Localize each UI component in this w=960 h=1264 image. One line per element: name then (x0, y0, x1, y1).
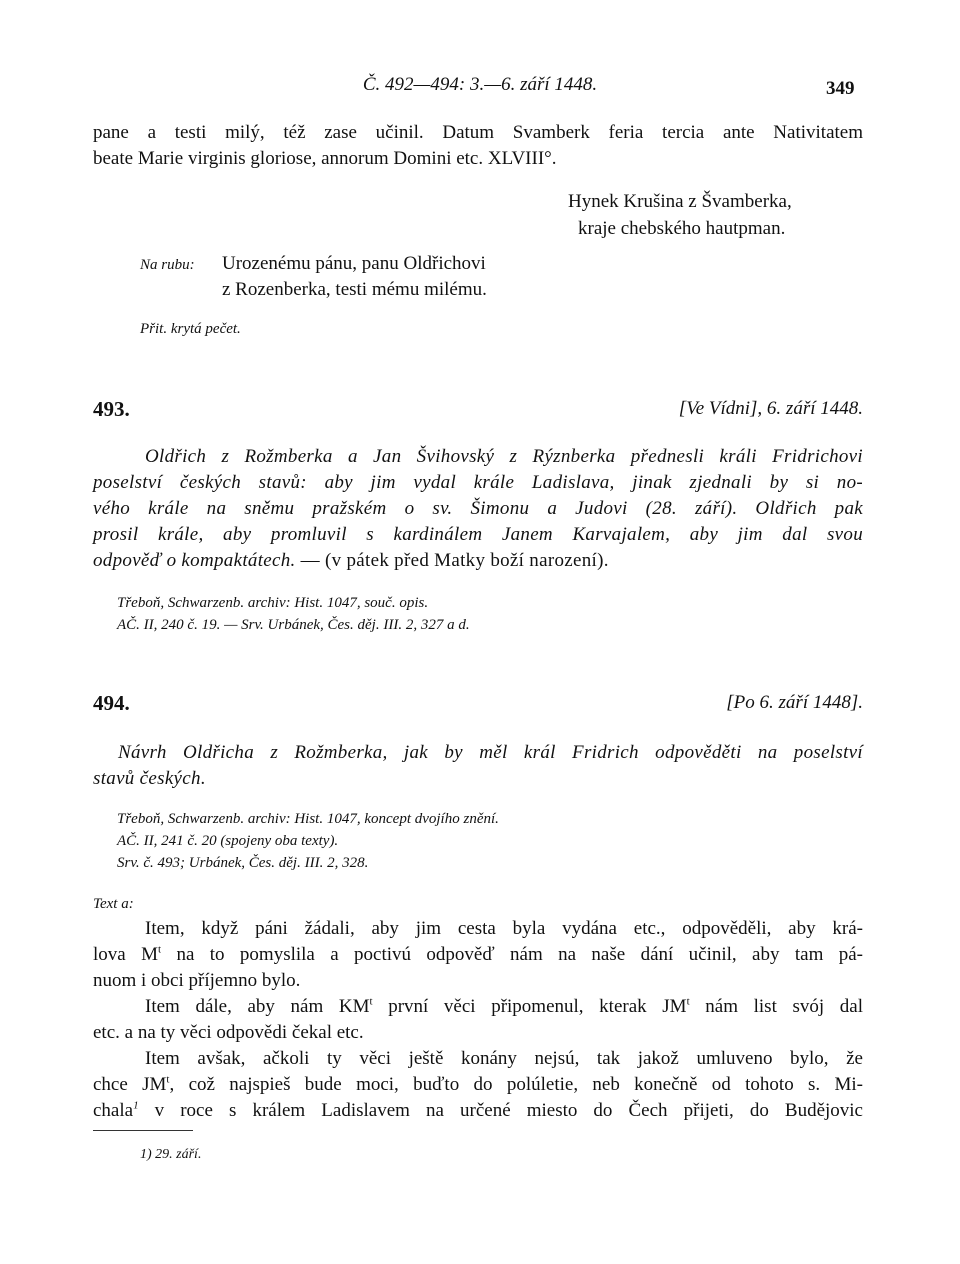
source-line: Srv. č. 493; Urbánek, Čes. děj. III. 2, 328. (117, 855, 369, 871)
signature-line: Hynek Krušina z Švamberka, (568, 191, 792, 212)
source-notes (117, 808, 817, 874)
entry-date: [Ve Vídni], 6. září 1448. (678, 398, 863, 419)
superscript: t (166, 1073, 170, 1086)
text-line: pane a testi milý, též zase učinil. Datum Svamberk feria tercia ante Nativitatem (93, 122, 863, 143)
footnote-divider (93, 1130, 193, 1131)
signature-block (568, 188, 868, 242)
source-line: AČ. II, 241 č. 20 (spojeny oba texty). (117, 833, 339, 849)
text-fragment: chala (93, 1100, 134, 1121)
regest-line (93, 548, 863, 574)
regest-line: vého krále na sněmu pražském o sv. Šimonu a Judovi (28. září). Oldřich pak (93, 498, 863, 519)
seal-note: Přit. krytá pečet. (140, 321, 241, 337)
source-line: Třeboň, Schwarzenb. archiv: Hist. 1047, koncept dvojího znění. (117, 811, 499, 827)
text-fragment: lova M (93, 944, 158, 965)
address-line: Urozenému pánu, panu Oldřichovi (222, 253, 486, 274)
entry-regest (93, 740, 863, 792)
regest-line: stavů českých. (93, 768, 206, 789)
text-line: nuom i obci příjemno bylo. (93, 970, 301, 991)
text-line: beate Marie virginis gloriose, annorum Domini etc. XLVIII°. (93, 148, 557, 169)
text-line: Item, když páni žádali, aby jim cesta byla vydána etc., odpověděli, aby krá- (145, 918, 863, 939)
source-line: Třeboň, Schwarzenb. archiv: Hist. 1047, souč. opis. (117, 595, 429, 611)
text-variant-label: Text a: (93, 896, 134, 912)
text-line: etc. a na ty věci odpovědi čekal etc. (93, 1022, 364, 1043)
regest-line: prosil krále, aby promluvil s kardinálem Janem Karvajalem, aby jim dal svou (93, 524, 863, 545)
entry-number: 494. (93, 691, 130, 715)
signature-line: kraje chebského hautpman. (578, 218, 786, 239)
text-fragment: v roce s králem Ladislavem na určené miesto do Čech přijeti, do Budějovic (138, 1100, 863, 1121)
superscript: t (686, 995, 690, 1008)
regest-line: Návrh Oldřicha z Rožmberka, jak by měl král Fridrich odpověděti na poselství (118, 742, 863, 763)
text-fragment: Item dále, aby nám KM (145, 996, 370, 1017)
source-line: AČ. II, 240 č. 19. — Srv. Urbánek, Čes. děj. III. 2, 327 a d. (117, 617, 470, 633)
text-fragment: nám list svój dal (689, 996, 863, 1017)
text-line (93, 994, 863, 1020)
text-fragment: na to pomyslila a poctivú odpověď nám na naše dání učinil, aby tam pá- (161, 944, 864, 965)
text-line (93, 1072, 863, 1098)
regest-date-note: — (v pátek před Matky boží narození). (295, 550, 609, 571)
regest-line: poselství českých stavů: aby jim vydal krále Ladislava, jinak zjednali by si no- (93, 472, 863, 493)
text-fragment: , což najspieš bude moci, buďto do polúletie, neb konečně od tohoto s. Mi- (169, 1074, 863, 1095)
text-fragment: chce JM (93, 1074, 167, 1095)
entry-number: 493. (93, 397, 130, 421)
entry-date: [Po 6. září 1448]. (726, 692, 863, 713)
regest-line: Oldřich z Rožmberka a Jan Švihovský z Rýznberka přednesli králi Fridrichovi (145, 446, 863, 467)
source-notes (117, 592, 817, 636)
running-title: Č. 492—494: 3.—6. září 1448. (362, 74, 598, 95)
regest-italic-part: odpověď o kompaktátech. (93, 550, 296, 571)
footnote-marker: 1 (133, 1099, 139, 1112)
text-line: Item avšak, ačkoli ty věci ještě konány nejsú, tak jakož umluveno bylo, že (145, 1048, 863, 1069)
superscript: t (369, 995, 373, 1008)
text-line (93, 942, 863, 968)
address-label: Na rubu: (140, 257, 195, 273)
page-number: 349 (826, 78, 855, 99)
text-fragment: první věci připomenul, kterak JM (372, 996, 687, 1017)
superscript: t (158, 943, 162, 956)
entry-regest (93, 444, 863, 574)
text-line (93, 1098, 863, 1124)
footnote: 1) 29. září. (140, 1147, 202, 1162)
address-block (140, 251, 700, 303)
address-line: z Rozenberka, testi mému milému. (222, 279, 487, 300)
